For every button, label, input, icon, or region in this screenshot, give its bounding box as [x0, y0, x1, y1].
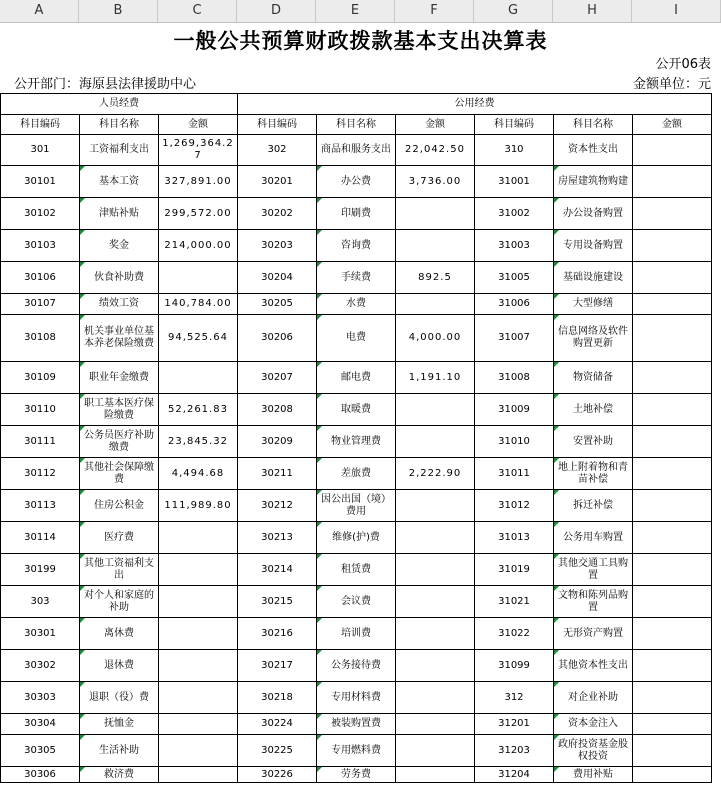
cell-name[interactable]: 劳务费 — [317, 767, 396, 783]
cell-code[interactable]: 30303 — [1, 682, 80, 714]
cell-amount[interactable]: 1,269,364.27 — [159, 135, 238, 166]
cell-amount[interactable] — [396, 394, 475, 426]
cell-code[interactable]: 30302 — [1, 650, 80, 682]
cell-name[interactable]: 电费 — [317, 315, 396, 362]
cell-amount[interactable]: 892.5 — [396, 262, 475, 294]
table-row — [1, 198, 712, 230]
cell-amount[interactable] — [396, 735, 475, 767]
column-header-e[interactable]: E — [316, 0, 395, 22]
cell-amount[interactable] — [159, 767, 238, 783]
header-amount-2[interactable]: 金额 — [159, 115, 238, 135]
column-header-i[interactable]: I — [632, 0, 721, 22]
cell-amount[interactable]: 4,494.68 — [159, 458, 238, 490]
cell-code[interactable]: 30215 — [238, 586, 317, 618]
table-row — [1, 394, 712, 426]
cell-amount[interactable]: 22,042.50 — [396, 135, 475, 166]
cell-name[interactable]: 其他工资福利支出 — [80, 554, 159, 586]
cell-code[interactable]: 30204 — [238, 262, 317, 294]
cell-name[interactable]: 租赁费 — [317, 554, 396, 586]
cell-code[interactable]: 30109 — [1, 362, 80, 394]
cell-code[interactable]: 31006 — [475, 294, 554, 315]
cell-amount[interactable] — [396, 618, 475, 650]
table-row — [1, 315, 712, 362]
column-header-c[interactable]: C — [158, 0, 237, 22]
spreadsheet-area — [0, 23, 721, 790]
cell-name[interactable]: 咨询费 — [317, 230, 396, 262]
cell-amount[interactable] — [633, 166, 712, 198]
table-row — [1, 618, 712, 650]
cell-name[interactable]: 专用燃料费 — [317, 735, 396, 767]
cell-amount[interactable] — [396, 682, 475, 714]
cell-name[interactable]: 绩效工资 — [80, 294, 159, 315]
cell-code[interactable]: 30108 — [1, 315, 80, 362]
cell-name[interactable]: 专用材料费 — [317, 682, 396, 714]
cell-code[interactable]: 30112 — [1, 458, 80, 490]
cell-amount[interactable] — [633, 315, 712, 362]
cell-amount[interactable] — [159, 262, 238, 294]
cell-name[interactable]: 退职（役）费 — [80, 682, 159, 714]
cell-name[interactable]: 维修(护)费 — [317, 522, 396, 554]
cell-amount[interactable] — [633, 198, 712, 230]
cell-amount[interactable]: 2,222.90 — [396, 458, 475, 490]
cell-amount[interactable] — [633, 262, 712, 294]
header-name-1[interactable]: 科目名称 — [80, 115, 159, 135]
cell-amount[interactable] — [159, 586, 238, 618]
department-label: 公开部门：海原县法律援助中心 — [14, 77, 197, 92]
cell-name[interactable]: 政府投资基金股权投资 — [554, 735, 633, 767]
cell-code[interactable]: 30213 — [238, 522, 317, 554]
cell-code[interactable]: 30216 — [238, 618, 317, 650]
table-row — [1, 522, 712, 554]
cell-name[interactable]: 资本性支出 — [554, 135, 633, 166]
cell-name[interactable]: 会议费 — [317, 586, 396, 618]
cell-name[interactable]: 差旅费 — [317, 458, 396, 490]
cell-amount[interactable] — [159, 618, 238, 650]
cell-code[interactable]: 30305 — [1, 735, 80, 767]
table-row — [1, 294, 712, 315]
column-header-h[interactable]: H — [553, 0, 632, 22]
cell-amount[interactable] — [633, 554, 712, 586]
cell-name[interactable]: 救济费 — [80, 767, 159, 783]
cell-name[interactable]: 办公设备购置 — [554, 198, 633, 230]
cell-code[interactable]: 31005 — [475, 262, 554, 294]
cell-code[interactable]: 31201 — [475, 714, 554, 735]
column-header-b[interactable]: B — [79, 0, 158, 22]
cell-name[interactable]: 安置补助 — [554, 426, 633, 458]
cell-name[interactable]: 公务员医疗补助缴费 — [80, 426, 159, 458]
cell-name[interactable]: 办公费 — [317, 166, 396, 198]
cell-code[interactable]: 30217 — [238, 650, 317, 682]
cell-name[interactable]: 手续费 — [317, 262, 396, 294]
cell-code[interactable]: 30211 — [238, 458, 317, 490]
cell-amount[interactable] — [633, 394, 712, 426]
cell-amount[interactable] — [396, 198, 475, 230]
cell-code[interactable]: 312 — [475, 682, 554, 714]
cell-code[interactable]: 31099 — [475, 650, 554, 682]
cell-code[interactable]: 31009 — [475, 394, 554, 426]
cell-name[interactable]: 其他资本性支出 — [554, 650, 633, 682]
cell-amount[interactable] — [633, 618, 712, 650]
cell-name[interactable]: 生活补助 — [80, 735, 159, 767]
cell-amount[interactable] — [396, 650, 475, 682]
cell-name[interactable]: 地上附着物和青苗补偿 — [554, 458, 633, 490]
budget-table — [0, 93, 712, 783]
cell-amount[interactable] — [159, 522, 238, 554]
sheet-title: 一般公共预算财政拨款基本支出决算表 — [173, 29, 548, 53]
header-code-0[interactable]: 科目编码 — [1, 115, 80, 135]
header-amount-8[interactable]: 金额 — [633, 115, 712, 135]
cell-amount[interactable] — [633, 767, 712, 783]
cell-code[interactable]: 302 — [238, 135, 317, 166]
cell-amount[interactable] — [159, 682, 238, 714]
cell-amount[interactable] — [396, 714, 475, 735]
cell-name[interactable]: 因公出国（境）费用 — [317, 490, 396, 522]
cell-amount[interactable] — [159, 650, 238, 682]
table-row — [1, 714, 712, 735]
cell-name[interactable]: 印刷费 — [317, 198, 396, 230]
cell-code[interactable]: 30110 — [1, 394, 80, 426]
cell-code[interactable]: 30205 — [238, 294, 317, 315]
personnel-group-header[interactable]: 人员经费 — [1, 94, 238, 115]
cell-name[interactable]: 信息网络及软件购置更新 — [554, 315, 633, 362]
form-number: 公开06表 — [655, 57, 711, 72]
cell-code[interactable]: 30107 — [1, 294, 80, 315]
cell-name[interactable]: 职工基本医疗保险缴费 — [80, 394, 159, 426]
table-row — [1, 458, 712, 490]
cell-code[interactable]: 303 — [1, 586, 80, 618]
table-row — [1, 767, 712, 783]
cell-name[interactable]: 机关事业单位基本养老保险缴费 — [80, 315, 159, 362]
cell-code[interactable]: 31002 — [475, 198, 554, 230]
cell-code[interactable]: 301 — [1, 135, 80, 166]
cell-name[interactable]: 工资福利支出 — [80, 135, 159, 166]
column-header-f[interactable]: F — [395, 0, 474, 22]
cell-name[interactable]: 邮电费 — [317, 362, 396, 394]
cell-code[interactable]: 31021 — [475, 586, 554, 618]
table-row — [1, 166, 712, 198]
cell-code[interactable]: 31204 — [475, 767, 554, 783]
cell-amount[interactable]: 214,000.00 — [159, 230, 238, 262]
cell-amount[interactable] — [159, 714, 238, 735]
cell-code[interactable]: 30199 — [1, 554, 80, 586]
cell-amount[interactable] — [396, 294, 475, 315]
cell-name[interactable]: 职业年金缴费 — [80, 362, 159, 394]
table-row — [1, 735, 712, 767]
cell-amount[interactable] — [633, 362, 712, 394]
cell-amount[interactable] — [159, 362, 238, 394]
cell-code[interactable]: 30224 — [238, 714, 317, 735]
cell-code[interactable]: 31008 — [475, 362, 554, 394]
cell-code[interactable]: 31011 — [475, 458, 554, 490]
header-name-7[interactable]: 科目名称 — [554, 115, 633, 135]
table-row — [1, 490, 712, 522]
cell-name[interactable]: 公务用车购置 — [554, 522, 633, 554]
cell-amount[interactable] — [633, 714, 712, 735]
public-group-header[interactable]: 公用经费 — [238, 94, 712, 115]
column-header-d[interactable]: D — [237, 0, 316, 22]
table-row — [1, 586, 712, 618]
table-row — [1, 362, 712, 394]
cell-code[interactable]: 31019 — [475, 554, 554, 586]
cell-code[interactable]: 30301 — [1, 618, 80, 650]
cell-name[interactable]: 物业管理费 — [317, 426, 396, 458]
cell-amount[interactable]: 23,845.32 — [159, 426, 238, 458]
cell-code[interactable]: 30206 — [238, 315, 317, 362]
cell-amount[interactable] — [633, 490, 712, 522]
column-header-a[interactable]: A — [0, 0, 79, 22]
amount-unit-label: 金额单位：元 — [632, 77, 711, 92]
cell-name[interactable]: 对个人和家庭的补助 — [80, 586, 159, 618]
cell-amount[interactable]: 4,000.00 — [396, 315, 475, 362]
header-code-3[interactable]: 科目编码 — [238, 115, 317, 135]
cell-code[interactable]: 31012 — [475, 490, 554, 522]
cell-code[interactable]: 30207 — [238, 362, 317, 394]
cell-code[interactable]: 30103 — [1, 230, 80, 262]
cell-amount[interactable] — [396, 554, 475, 586]
table-row — [1, 682, 712, 714]
cell-name[interactable]: 土地补偿 — [554, 394, 633, 426]
cell-amount[interactable] — [633, 522, 712, 554]
cell-amount[interactable] — [396, 767, 475, 783]
cell-amount[interactable] — [396, 426, 475, 458]
cell-name[interactable]: 退休费 — [80, 650, 159, 682]
cell-code[interactable]: 30203 — [238, 230, 317, 262]
cell-name[interactable]: 文物和陈列品购置 — [554, 586, 633, 618]
cell-code[interactable]: 30102 — [1, 198, 80, 230]
cell-amount[interactable]: 327,891.00 — [159, 166, 238, 198]
cell-name[interactable]: 商品和服务支出 — [317, 135, 396, 166]
cell-name[interactable]: 公务接待费 — [317, 650, 396, 682]
cell-amount[interactable] — [159, 735, 238, 767]
cell-code[interactable]: 30106 — [1, 262, 80, 294]
table-row — [1, 230, 712, 262]
header-code-6[interactable]: 科目编码 — [475, 115, 554, 135]
table-row — [1, 262, 712, 294]
cell-code[interactable]: 30208 — [238, 394, 317, 426]
cell-code[interactable]: 30304 — [1, 714, 80, 735]
cell-name[interactable]: 被装购置费 — [317, 714, 396, 735]
cell-amount[interactable] — [159, 554, 238, 586]
table-row — [1, 426, 712, 458]
cell-amount[interactable] — [633, 426, 712, 458]
cell-amount[interactable] — [396, 522, 475, 554]
cell-code[interactable]: 30209 — [238, 426, 317, 458]
cell-code[interactable]: 30306 — [1, 767, 80, 783]
cell-code[interactable]: 31001 — [475, 166, 554, 198]
cell-code[interactable]: 30218 — [238, 682, 317, 714]
cell-name[interactable]: 专用设备购置 — [554, 230, 633, 262]
cell-name[interactable]: 大型修缮 — [554, 294, 633, 315]
cell-code[interactable]: 30101 — [1, 166, 80, 198]
cell-amount[interactable] — [633, 230, 712, 262]
cell-name[interactable]: 取暖费 — [317, 394, 396, 426]
cell-amount[interactable]: 1,191.10 — [396, 362, 475, 394]
cell-name[interactable]: 无形资产购置 — [554, 618, 633, 650]
cell-name[interactable]: 费用补贴 — [554, 767, 633, 783]
cell-name[interactable]: 奖金 — [80, 230, 159, 262]
cell-code[interactable]: 30201 — [238, 166, 317, 198]
table-row — [1, 135, 712, 166]
cell-code[interactable]: 30225 — [238, 735, 317, 767]
cell-code[interactable]: 31007 — [475, 315, 554, 362]
cell-name[interactable]: 物资储备 — [554, 362, 633, 394]
cell-code[interactable]: 30212 — [238, 490, 317, 522]
cell-code[interactable]: 31022 — [475, 618, 554, 650]
cell-name[interactable]: 对企业补助 — [554, 682, 633, 714]
cell-amount[interactable] — [633, 458, 712, 490]
cell-name[interactable]: 基础设施建设 — [554, 262, 633, 294]
cell-amount[interactable] — [633, 650, 712, 682]
cell-code[interactable]: 30114 — [1, 522, 80, 554]
cell-name[interactable]: 基本工资 — [80, 166, 159, 198]
cell-amount[interactable] — [633, 586, 712, 618]
cell-name[interactable]: 伙食补助费 — [80, 262, 159, 294]
cell-code[interactable]: 30113 — [1, 490, 80, 522]
cell-name[interactable]: 拆迁补偿 — [554, 490, 633, 522]
cell-name[interactable]: 医疗费 — [80, 522, 159, 554]
header-name-4[interactable]: 科目名称 — [317, 115, 396, 135]
cell-name[interactable]: 房屋建筑物购建 — [554, 166, 633, 198]
cell-amount[interactable]: 3,736.00 — [396, 166, 475, 198]
cell-amount[interactable] — [396, 586, 475, 618]
cell-code[interactable]: 31203 — [475, 735, 554, 767]
cell-code[interactable]: 31013 — [475, 522, 554, 554]
cell-code[interactable]: 30214 — [238, 554, 317, 586]
cell-code[interactable]: 31003 — [475, 230, 554, 262]
cell-name[interactable]: 离休费 — [80, 618, 159, 650]
cell-amount[interactable] — [396, 230, 475, 262]
cell-name[interactable]: 资本金注入 — [554, 714, 633, 735]
cell-amount[interactable]: 140,784.00 — [159, 294, 238, 315]
cell-amount[interactable]: 299,572.00 — [159, 198, 238, 230]
header-amount-5[interactable]: 金额 — [396, 115, 475, 135]
cell-name[interactable]: 住房公积金 — [80, 490, 159, 522]
table-row — [1, 650, 712, 682]
column-header-bar — [0, 0, 721, 23]
column-header-g[interactable]: G — [474, 0, 553, 22]
cell-amount[interactable]: 52,261.83 — [159, 394, 238, 426]
cell-name[interactable]: 其他社会保障缴费 — [80, 458, 159, 490]
cell-amount[interactable] — [633, 682, 712, 714]
cell-amount[interactable] — [633, 135, 712, 166]
cell-name[interactable]: 抚恤金 — [80, 714, 159, 735]
cell-amount[interactable] — [396, 490, 475, 522]
cell-amount[interactable] — [633, 735, 712, 767]
cell-code[interactable]: 31010 — [475, 426, 554, 458]
cell-amount[interactable] — [633, 294, 712, 315]
cell-amount[interactable]: 111,989.80 — [159, 490, 238, 522]
cell-name[interactable]: 其他交通工具购置 — [554, 554, 633, 586]
cell-code[interactable]: 30226 — [238, 767, 317, 783]
cell-name[interactable]: 津贴补贴 — [80, 198, 159, 230]
cell-code[interactable]: 310 — [475, 135, 554, 166]
cell-name[interactable]: 水费 — [317, 294, 396, 315]
cell-code[interactable]: 30202 — [238, 198, 317, 230]
cell-amount[interactable]: 94,525.64 — [159, 315, 238, 362]
table-row — [1, 554, 712, 586]
cell-code[interactable]: 30111 — [1, 426, 80, 458]
cell-name[interactable]: 培训费 — [317, 618, 396, 650]
